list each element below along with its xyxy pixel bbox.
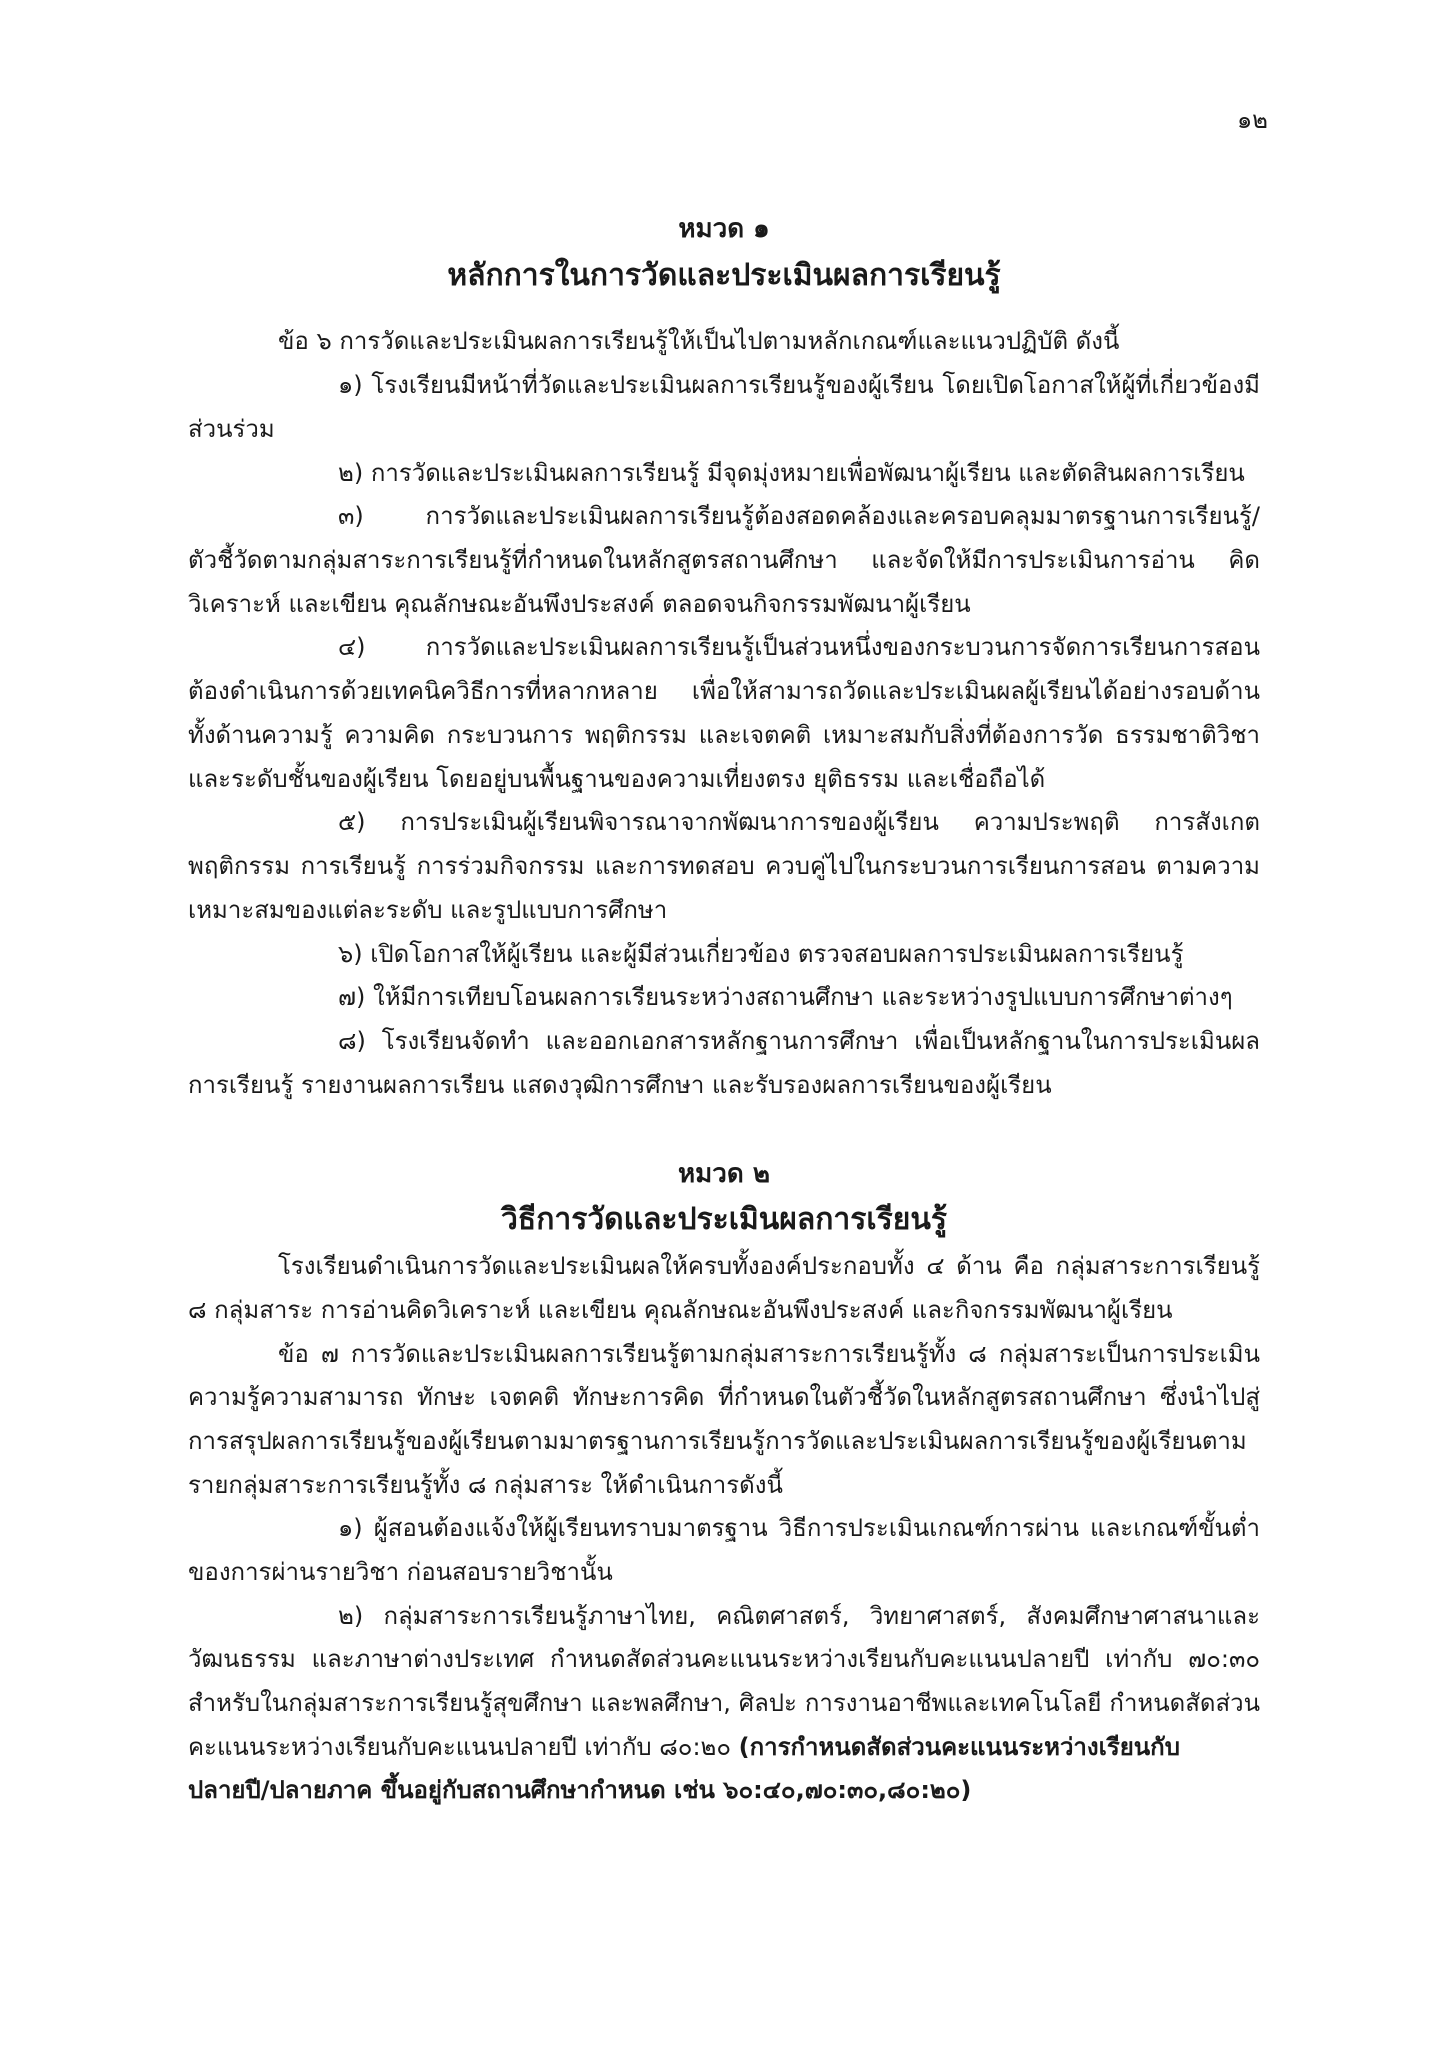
chapter-2-label: หมวด ๒ (678, 1159, 770, 1189)
clause-6-item-3-cont-2: วิเคราะห์ และเขียน คุณลักษณะอันพึงประสงค์ ตลอดจนกิจกรรมพัฒนาผู้เรียน (188, 590, 971, 618)
chapter-2-title: วิธีการวัดและประเมินผลการเรียนรู้ (501, 1202, 947, 1237)
clause-6-item-7: ๗) ให้มีการเทียบโอนผลการเรียนระหว่างสถานศึกษา และระหว่างรูปแบบการศึกษาต่างๆ (338, 983, 1233, 1011)
clause-7-item-1-cont: ของการผ่านรายวิชา ก่อนสอบรายวิชานั้น (188, 1558, 613, 1586)
chapter-2-intro: โรงเรียนดำเนินการวัดและประเมินผลให้ครบทั้งองค์ประกอบทั้ง ๔ ด้าน คือ กลุ่มสาระการเรียนรู้ (278, 1252, 1260, 1280)
clause-6-item-5-cont-2: เหมาะสมของแต่ละระดับ และรูปแบบการศึกษา (188, 896, 668, 924)
clause-6-item-4: ๔) การวัดและประเมินผลการเรียนรู้เป็นส่วนหนึ่งของกระบวนการจัดการเรียนการสอน (338, 633, 1260, 661)
clause-6-item-4-cont-2: ทั้งด้านความรู้ ความคิด กระบวนการ พฤติกรรม และเจตคติ เหมาะสมกับสิ่งที่ต้องการวัด ธรรมชาติวิชา (188, 721, 1260, 749)
clause-7-intro-cont-2: การสรุปผลการเรียนรู้ของผู้เรียนตามมาตรฐานการเรียนรู้การวัดและประเมินผลการเรียนรู้ของผู้เรียนตาม (188, 1427, 1247, 1455)
clause-6-item-5-cont-1: พฤติกรรม การเรียนรู้ การร่วมกิจกรรม และการทดสอบ ควบคู่ไปในกระบวนการเรียนการสอน ตามความ (188, 852, 1260, 880)
clause-6-item-2: ๒) การวัดและประเมินผลการเรียนรู้ มีจุดมุ่งหมายเพื่อพัฒนาผู้เรียน และตัดสินผลการเรียน (338, 459, 1245, 487)
ratio-note-bold: (การกำหนดสัดส่วนคะแนนระหว่างเรียนกับ (738, 1733, 1180, 1761)
clause-7-item-2-cont-3 (188, 1731, 1180, 1763)
clause-6-item-1-cont: ส่วนร่วม (188, 415, 275, 443)
clause-6-item-8: ๘) โรงเรียนจัดทำ และออกเอกสารหลักฐานการศึกษา เพื่อเป็นหลักฐานในการประเมินผล (338, 1027, 1260, 1055)
clause-6-item-3: ๓) การวัดและประเมินผลการเรียนรู้ต้องสอดคล้องและครอบคลุมมาตรฐานการเรียนรู้/ (338, 502, 1260, 530)
clause-6-item-4-cont-1: ต้องดำเนินการด้วยเทคนิควิธีการที่หลากหลาย เพื่อให้สามารถวัดและประเมินผลผู้เรียนได้อย่างรอบด้าน (188, 677, 1260, 705)
chapter-1-title: หลักการในการวัดและประเมินผลการเรียนรู้ (447, 258, 1001, 293)
clause-6-intro: ข้อ ๖ การวัดและประเมินผลการเรียนรู้ให้เป็นไปตามหลักเกณฑ์และแนวปฏิบัติ ดังนี้ (278, 327, 1120, 355)
chapter-1-label: หมวด ๑ (678, 214, 770, 244)
clause-6-item-1: ๑) โรงเรียนมีหน้าที่วัดและประเมินผลการเรียนรู้ของผู้เรียน โดยเปิดโอกาสให้ผู้ที่เกี่ยวข้องมี (338, 371, 1260, 399)
clause-7-intro: ข้อ ๗ การวัดและประเมินผลการเรียนรู้ตามกลุ่มสาระการเรียนรู้ทั้ง ๘ กลุ่มสาระเป็นการประเมิน (278, 1340, 1260, 1368)
clause-6-item-4-cont-3: และระดับชั้นของผู้เรียน โดยอยู่บนพื้นฐานของความเที่ยงตรง ยุติธรรม และเชื่อถือได้ (188, 765, 1046, 793)
ratio-note-bold-cont: ปลายปี/ปลายภาค ขึ้นอยู่กับสถานศึกษากำหนด เช่น ๖๐:๔๐,๗๐:๓๐,๘๐:๒๐) (188, 1776, 972, 1804)
clause-6-item-8-cont: การเรียนรู้ รายงานผลการเรียน แสดงวุฒิการศึกษา และรับรองผลการเรียนของผู้เรียน (188, 1071, 1052, 1099)
clause-6-item-3-cont-1: ตัวชี้วัดตามกลุ่มสาระการเรียนรู้ที่กำหนดในหลักสูตรสถานศึกษา และจัดให้มีการประเมินการอ่าน คิด (188, 546, 1260, 574)
ratio-text: คะแนนระหว่างเรียนกับคะแนนปลายปี เท่ากับ ๘๐:๒๐ (188, 1733, 732, 1761)
clause-7-intro-cont-3: รายกลุ่มสาระการเรียนรู้ทั้ง ๘ กลุ่มสาระ ให้ดำเนินการดังนี้ (188, 1471, 783, 1499)
clause-7-intro-cont-1: ความรู้ความสามารถ ทักษะ เจตคติ ทักษะการคิด ที่กำหนดในตัวชี้วัดในหลักสูตรสถานศึกษา ซึ่งนำไปสู่ (188, 1383, 1260, 1411)
clause-7-item-2-cont-1: วัฒนธรรม และภาษาต่างประเทศ กำหนดสัดส่วนคะแนนระหว่างเรียนกับคะแนนปลายปี เท่ากับ ๗๐:๓๐ (188, 1645, 1260, 1673)
clause-7-item-2: ๒) กลุ่มสาระการเรียนรู้ภาษาไทย, คณิตศาสตร์, วิทยาศาสตร์, สังคมศึกษาศาสนาและ (338, 1602, 1260, 1630)
clause-6-item-5: ๕) การประเมินผู้เรียนพิจารณาจากพัฒนาการของผู้เรียน ความประพฤติ การสังเกต (338, 808, 1260, 836)
clause-7-item-2-cont-2: สำหรับในกลุ่มสาระการเรียนรู้สุขศึกษา และพลศึกษา, ศิลปะ การงานอาชีพและเทคโนโลยี กำหนดสัดส่วน (188, 1689, 1260, 1717)
page-number: ๑๒ (1236, 106, 1268, 134)
chapter-2-intro-cont: ๘ กลุ่มสาระ การอ่านคิดวิเคราะห์ และเขียน คุณลักษณะอันพึงประสงค์ และกิจกรรมพัฒนาผู้เรียน (188, 1296, 1173, 1324)
clause-7-item-1: ๑) ผู้สอนต้องแจ้งให้ผู้เรียนทราบมาตรฐาน วิธีการประเมินเกณฑ์การผ่าน และเกณฑ์ขั้นต่ำ (338, 1514, 1260, 1542)
clause-6-item-6: ๖) เปิดโอกาสให้ผู้เรียน และผู้มีส่วนเกี่ยวข้อง ตรวจสอบผลการประเมินผลการเรียนรู้ (338, 940, 1184, 968)
